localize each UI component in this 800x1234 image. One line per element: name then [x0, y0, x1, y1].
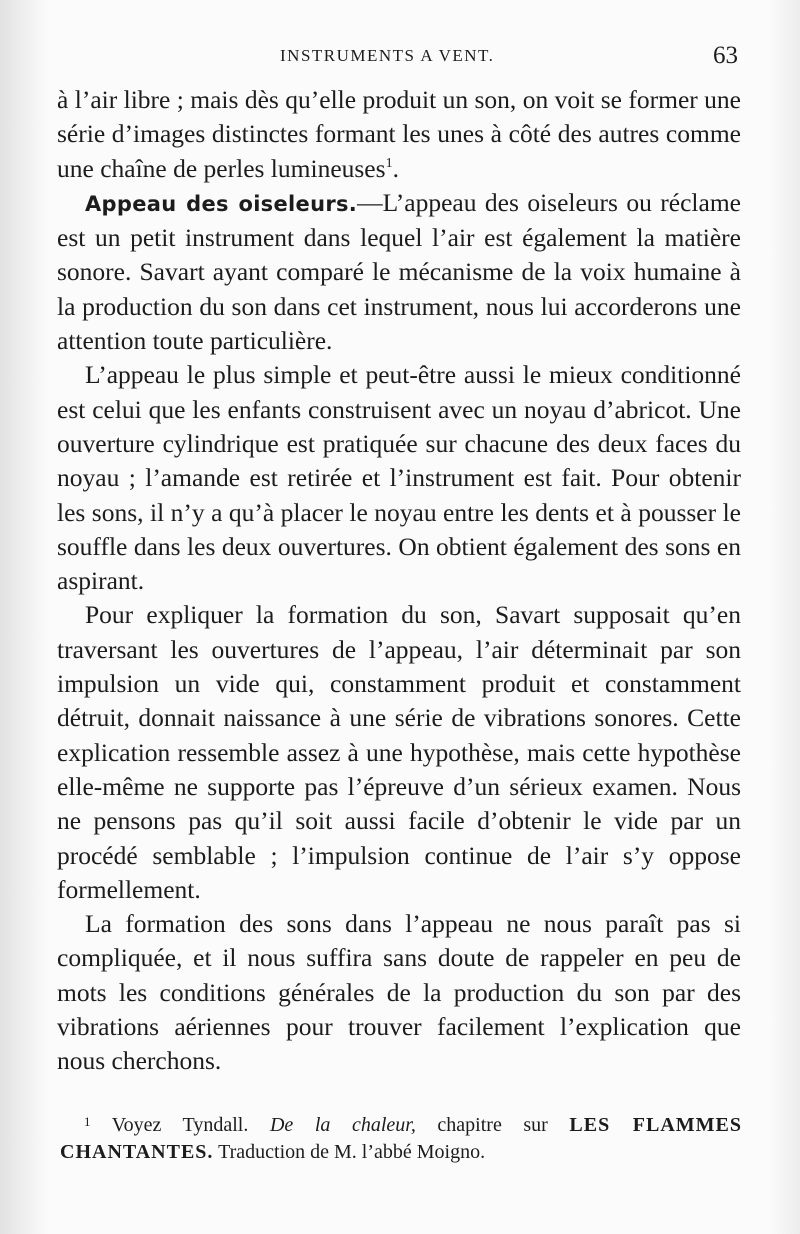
- paragraph-1-end: .: [392, 153, 399, 183]
- footnote-translation: Traduction de M. l’abbé Moigno.: [218, 1141, 486, 1163]
- page-number: 63: [713, 42, 738, 69]
- page-header: [60, 40, 740, 74]
- paragraph-5: La formation des sons dans l’appeau ne nous paraît pas si compliquée, et il nous suffira sans doute de rappeler en peu de mots les conditions générales de la production du son par des vibrations aériennes pour trouver facilement l’explication que nous cherchons.: [57, 909, 741, 1076]
- footnote-work-title: De la chaleur,: [269, 1114, 416, 1136]
- gutter-shadow: [0, 0, 48, 1234]
- paragraph-2: [57, 186, 741, 358]
- edge-shadow: [770, 0, 800, 1234]
- running-title: INSTRUMENTS A VENT.: [280, 46, 495, 65]
- paragraph-1-text: à l’air libre ; mais dès qu’elle produit un son, on voit se former une série d’images distinctes formant les unes à côté des autres comme une chaîne de perles lumineuses: [57, 85, 741, 183]
- footnote-reference: 1: [385, 155, 393, 171]
- section-heading: Appeau des oiseleurs.: [85, 191, 358, 216]
- paragraph-2-text: —L’appeau des oiseleurs ou réclame est un petit instrument dans lequel l’air est également la matière sonore. Savart ayant comparé le mécanisme de la voix humaine à la production du son dans cet instrument, nous lui accorderons une attention toute particulière.: [57, 187, 741, 356]
- footnote-lead: Voyez Tyndall.: [111, 1114, 249, 1136]
- footnote-chapter-prefix: chapitre sur: [437, 1114, 548, 1136]
- paragraph-4: Pour expliquer la formation du son, Savart supposait qu’en traversant les ouvertures de l’appeau, l’air déterminait par son impulsion un vide qui, constamment produit et constamment détruit, donnait naissance à une série de vibrations sonores. Cette explication ressemble assez à une hypothèse, mais cette hypothèse elle-même ne supporte pas l’épreuve d’un sérieux examen. Nous ne pensons pas qu’il soit aussi facile d’obtenir le vide par un procédé semblable ; l’impulsion continue de l’air s’y oppose formellement.: [57, 600, 741, 904]
- footnote-marker: 1: [84, 1114, 91, 1129]
- paragraph-1: [57, 83, 741, 186]
- paragraph-3: L’appeau le plus simple et peut-être aussi le mieux conditionné est celui que les enfants construisent avec un noyau d’abricot. Une ouverture cylindrique est pratiquée sur chacune des deux faces du noyau ; l’amande est retirée et l’instrument est fait. Pour obtenir les sons, il n’y a qu’à placer le noyau entre les dents et à pousser le souffle dans les deux ouvertures. On obtient également des sons en aspirant.: [57, 360, 741, 596]
- footnote: [60, 1108, 742, 1166]
- body-text: [57, 83, 741, 1079]
- footnote-chapter: LES FLAMMES CHANTANTES.: [60, 1114, 743, 1163]
